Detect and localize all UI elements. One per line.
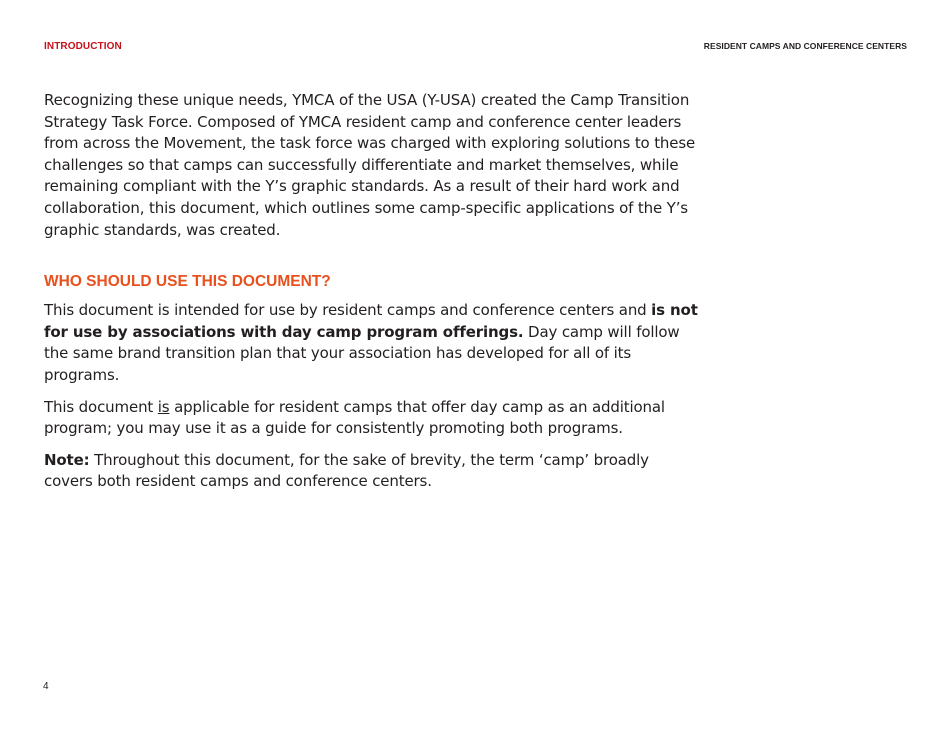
page-number: 4 [43,681,49,692]
note-paragraph [44,450,699,493]
section-label: INTRODUCTION [44,41,122,52]
usage-text-after: Day camp will follow the same brand transition plan that your association has developed for all of its programs. [44,322,680,384]
usage-paragraph [44,300,699,386]
usage-text-before: This document is intended for use by resident camps and conference centers and [44,301,652,320]
document-title: RESIDENT CAMPS AND CONFERENCE CENTERS [703,41,907,51]
usage-bold-text: is not for use by associations with day camp program offerings. [44,301,698,341]
applicable-paragraph [44,397,699,440]
note-label: Note: [44,450,90,469]
applicable-text-after: applicable for resident camps that offer day camp as an additional program; you may use it as a guide for consistently promoting both programs. [44,397,665,438]
section-heading: WHO SHOULD USE THIS DOCUMENT? [44,273,331,291]
intro-paragraph: Recognizing these unique needs, YMCA of the USA (Y-USA) created the Camp Transition Strategy Task Force. Composed of YMCA resident camp and conference center leaders from across the Movement, the task force was charged with exploring solutions to these challenges so that camps can successfully differentiate and market themselves, while remaining compliant with the Y’s graphic standards. As a result of their hard work and collaboration, this document, which outlines some camp-specific applications of the Y’s graphic standards, was created. [44,91,696,239]
applicable-text-before: This document [44,397,158,416]
page-content [44,90,699,493]
applicable-underlined-word: is [157,397,170,416]
note-text: Throughout this document, for the sake of brevity, the term ‘camp’ broadly covers both resident camps and conference centers. [44,450,649,491]
